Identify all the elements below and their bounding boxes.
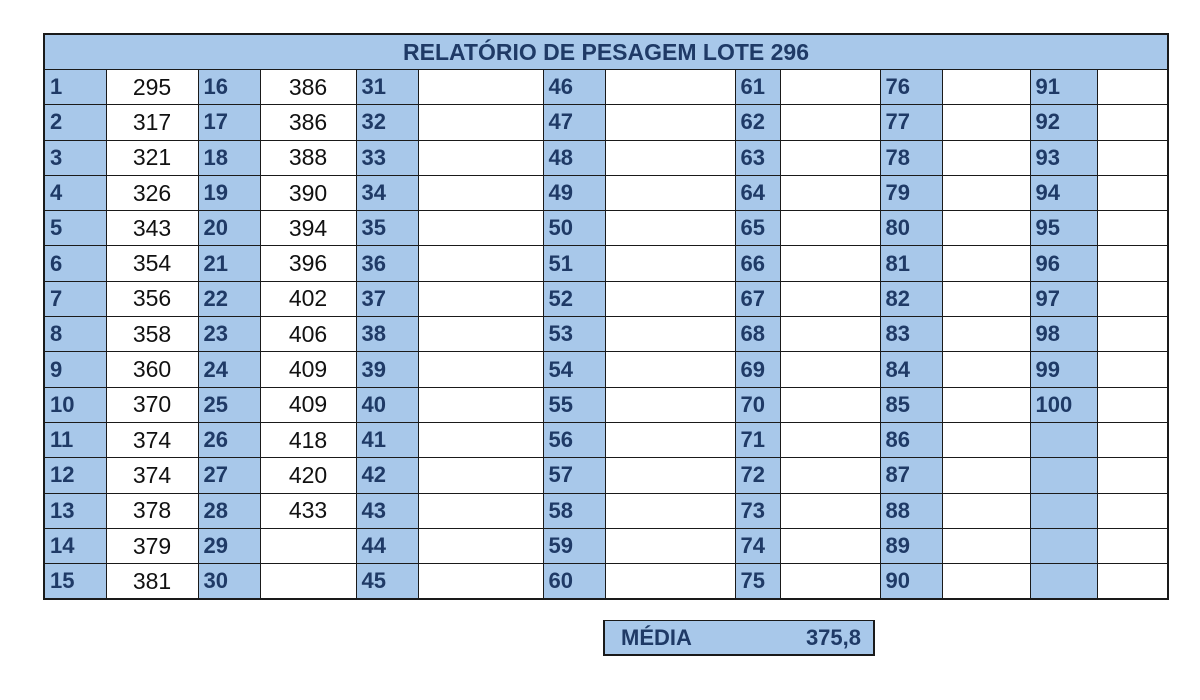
row-number-cell[interactable]: 61 — [735, 70, 780, 105]
weight-cell[interactable]: 370 — [106, 387, 198, 422]
row-number-cell[interactable]: 11 — [44, 422, 106, 457]
weight-cell[interactable]: 379 — [106, 528, 198, 563]
weight-cell[interactable] — [605, 422, 735, 457]
row-number-cell[interactable]: 37 — [356, 281, 418, 316]
table-row — [44, 387, 1168, 422]
row-number-cell[interactable]: 66 — [735, 246, 780, 281]
weight-cell[interactable]: 317 — [106, 105, 198, 140]
row-number-cell[interactable]: 63 — [735, 140, 780, 175]
table-row — [44, 352, 1168, 387]
weight-cell[interactable]: 381 — [106, 564, 198, 600]
weight-cell[interactable] — [780, 70, 880, 105]
weight-cell[interactable] — [780, 105, 880, 140]
row-number-cell[interactable]: 97 — [1030, 281, 1097, 316]
row-number-cell[interactable]: 78 — [880, 140, 942, 175]
row-number-cell[interactable]: 10 — [44, 387, 106, 422]
row-number-cell[interactable]: 25 — [198, 387, 260, 422]
weight-cell[interactable] — [942, 387, 1030, 422]
weight-cell[interactable] — [780, 281, 880, 316]
row-number-cell[interactable]: 52 — [543, 281, 605, 316]
weight-cell[interactable]: 343 — [106, 211, 198, 246]
row-number-cell[interactable]: 5 — [44, 211, 106, 246]
row-number-cell[interactable]: 42 — [356, 458, 418, 493]
weight-cell[interactable] — [605, 70, 735, 105]
weight-cell[interactable] — [942, 352, 1030, 387]
table-row — [44, 493, 1168, 528]
weight-cell[interactable] — [605, 493, 735, 528]
row-number-cell[interactable]: 53 — [543, 317, 605, 352]
weight-cell[interactable] — [1097, 422, 1168, 457]
row-number-cell[interactable]: 58 — [543, 493, 605, 528]
weight-cell[interactable]: 295 — [106, 70, 198, 105]
row-number-cell[interactable]: 89 — [880, 528, 942, 563]
weight-cell[interactable] — [418, 493, 543, 528]
weight-cell[interactable] — [418, 105, 543, 140]
weight-cell[interactable] — [418, 564, 543, 600]
table-row — [44, 422, 1168, 457]
row-number-cell[interactable]: 21 — [198, 246, 260, 281]
weight-cell[interactable] — [942, 246, 1030, 281]
row-number-cell[interactable]: 38 — [356, 317, 418, 352]
row-number-cell[interactable]: 23 — [198, 317, 260, 352]
table-row — [44, 246, 1168, 281]
row-number-cell[interactable] — [1030, 458, 1097, 493]
row-number-cell[interactable]: 48 — [543, 140, 605, 175]
weight-cell[interactable]: 402 — [260, 281, 356, 316]
weight-cell[interactable] — [780, 493, 880, 528]
weight-cell[interactable] — [942, 458, 1030, 493]
row-number-cell[interactable]: 74 — [735, 528, 780, 563]
weight-cell[interactable] — [418, 281, 543, 316]
row-number-cell[interactable]: 27 — [198, 458, 260, 493]
weight-cell[interactable] — [942, 528, 1030, 563]
row-number-cell[interactable]: 96 — [1030, 246, 1097, 281]
weight-cell[interactable] — [605, 458, 735, 493]
row-number-cell[interactable]: 68 — [735, 317, 780, 352]
row-number-cell[interactable]: 18 — [198, 140, 260, 175]
row-number-cell[interactable]: 13 — [44, 493, 106, 528]
weight-cell[interactable] — [418, 140, 543, 175]
weight-cell[interactable] — [1097, 387, 1168, 422]
weight-cell[interactable]: 374 — [106, 458, 198, 493]
weight-cell[interactable] — [942, 493, 1030, 528]
weight-cell[interactable] — [605, 317, 735, 352]
weight-cell[interactable] — [780, 352, 880, 387]
weight-cell[interactable] — [605, 175, 735, 210]
row-number-cell[interactable]: 85 — [880, 387, 942, 422]
row-number-cell[interactable]: 15 — [44, 564, 106, 600]
row-number-cell[interactable]: 94 — [1030, 175, 1097, 210]
weight-cell[interactable] — [418, 528, 543, 563]
weight-cell[interactable] — [260, 528, 356, 563]
weight-cell[interactable] — [418, 175, 543, 210]
row-number-cell[interactable]: 4 — [44, 175, 106, 210]
row-number-cell[interactable]: 30 — [198, 564, 260, 600]
weight-cell[interactable] — [942, 564, 1030, 600]
weight-cell[interactable] — [1097, 458, 1168, 493]
row-number-cell[interactable]: 59 — [543, 528, 605, 563]
weight-cell[interactable]: 420 — [260, 458, 356, 493]
weight-cell[interactable] — [418, 211, 543, 246]
row-number-cell[interactable]: 83 — [880, 317, 942, 352]
weight-cell[interactable] — [605, 246, 735, 281]
row-number-cell[interactable]: 81 — [880, 246, 942, 281]
row-number-cell[interactable]: 88 — [880, 493, 942, 528]
table-row — [44, 105, 1168, 140]
weight-cell[interactable] — [418, 352, 543, 387]
weight-cell[interactable]: 390 — [260, 175, 356, 210]
row-number-cell[interactable]: 79 — [880, 175, 942, 210]
row-number-cell[interactable] — [1030, 528, 1097, 563]
weight-cell[interactable] — [605, 387, 735, 422]
weight-cell[interactable]: 356 — [106, 281, 198, 316]
row-number-cell[interactable] — [1030, 422, 1097, 457]
table-row — [44, 140, 1168, 175]
weight-cell[interactable]: 358 — [106, 317, 198, 352]
row-number-cell[interactable]: 8 — [44, 317, 106, 352]
weight-cell[interactable]: 374 — [106, 422, 198, 457]
row-number-cell[interactable]: 90 — [880, 564, 942, 600]
weight-cell[interactable] — [942, 105, 1030, 140]
row-number-cell[interactable] — [1030, 493, 1097, 528]
weight-cell[interactable]: 326 — [106, 175, 198, 210]
row-number-cell[interactable]: 47 — [543, 105, 605, 140]
weight-cell[interactable] — [780, 175, 880, 210]
row-number-cell[interactable]: 46 — [543, 70, 605, 105]
row-number-cell[interactable]: 73 — [735, 493, 780, 528]
table-row — [44, 281, 1168, 316]
weight-cell[interactable] — [605, 352, 735, 387]
table-row — [44, 528, 1168, 563]
weight-cell[interactable] — [1097, 175, 1168, 210]
weight-cell[interactable] — [260, 564, 356, 600]
weight-cell[interactable] — [780, 317, 880, 352]
weight-cell[interactable] — [780, 140, 880, 175]
row-number-cell[interactable]: 98 — [1030, 317, 1097, 352]
weight-cell[interactable] — [780, 387, 880, 422]
weight-cell[interactable] — [780, 246, 880, 281]
weight-cell[interactable] — [1097, 317, 1168, 352]
title-row — [44, 34, 1168, 70]
weight-cell[interactable] — [1097, 140, 1168, 175]
row-number-cell[interactable]: 41 — [356, 422, 418, 457]
table-row — [44, 70, 1168, 105]
row-number-cell[interactable]: 60 — [543, 564, 605, 600]
row-number-cell[interactable]: 82 — [880, 281, 942, 316]
table-row — [44, 564, 1168, 600]
row-number-cell[interactable]: 54 — [543, 352, 605, 387]
weighing-report-table — [43, 33, 1169, 600]
weight-cell[interactable] — [1097, 246, 1168, 281]
row-number-cell[interactable]: 57 — [543, 458, 605, 493]
row-number-cell[interactable]: 19 — [198, 175, 260, 210]
row-number-cell[interactable]: 99 — [1030, 352, 1097, 387]
row-number-cell[interactable]: 77 — [880, 105, 942, 140]
weight-cell[interactable] — [942, 281, 1030, 316]
weight-cell[interactable] — [942, 140, 1030, 175]
weight-cell[interactable]: 406 — [260, 317, 356, 352]
weight-cell[interactable] — [605, 528, 735, 563]
weight-cell[interactable] — [418, 70, 543, 105]
row-number-cell[interactable]: 62 — [735, 105, 780, 140]
weight-cell[interactable] — [1097, 70, 1168, 105]
weight-cell[interactable] — [1097, 564, 1168, 600]
row-number-cell[interactable]: 39 — [356, 352, 418, 387]
weight-cell[interactable]: 321 — [106, 140, 198, 175]
row-number-cell[interactable]: 17 — [198, 105, 260, 140]
table-row — [44, 458, 1168, 493]
row-number-cell[interactable]: 44 — [356, 528, 418, 563]
row-number-cell[interactable]: 36 — [356, 246, 418, 281]
weight-cell[interactable] — [1097, 105, 1168, 140]
weight-cell[interactable]: 418 — [260, 422, 356, 457]
row-number-cell[interactable]: 1 — [44, 70, 106, 105]
weight-cell[interactable]: 396 — [260, 246, 356, 281]
row-number-cell[interactable]: 93 — [1030, 140, 1097, 175]
weight-cell[interactable] — [605, 564, 735, 600]
row-number-cell[interactable]: 92 — [1030, 105, 1097, 140]
weight-cell[interactable] — [1097, 352, 1168, 387]
row-number-cell[interactable]: 91 — [1030, 70, 1097, 105]
weight-cell[interactable] — [418, 317, 543, 352]
weight-cell[interactable]: 394 — [260, 211, 356, 246]
weight-cell[interactable]: 409 — [260, 387, 356, 422]
weight-cell[interactable] — [418, 458, 543, 493]
weight-cell[interactable] — [942, 70, 1030, 105]
row-number-cell[interactable]: 56 — [543, 422, 605, 457]
row-number-cell[interactable]: 43 — [356, 493, 418, 528]
row-number-cell[interactable]: 86 — [880, 422, 942, 457]
weight-cell[interactable]: 386 — [260, 105, 356, 140]
table-row — [44, 175, 1168, 210]
weight-cell[interactable]: 386 — [260, 70, 356, 105]
average-value[interactable]: 375,8 — [805, 624, 861, 650]
weight-cell[interactable] — [605, 105, 735, 140]
weight-cell[interactable] — [780, 211, 880, 246]
row-number-cell[interactable]: 33 — [356, 140, 418, 175]
weight-cell[interactable] — [780, 528, 880, 563]
row-number-cell[interactable]: 50 — [543, 211, 605, 246]
row-number-cell[interactable]: 55 — [543, 387, 605, 422]
row-number-cell[interactable]: 87 — [880, 458, 942, 493]
row-number-cell[interactable]: 84 — [880, 352, 942, 387]
row-number-cell[interactable]: 24 — [198, 352, 260, 387]
row-number-cell[interactable]: 35 — [356, 211, 418, 246]
row-number-cell[interactable]: 3 — [44, 140, 106, 175]
row-number-cell[interactable]: 28 — [198, 493, 260, 528]
table-row — [44, 317, 1168, 352]
row-number-cell[interactable]: 9 — [44, 352, 106, 387]
row-number-cell[interactable]: 22 — [198, 281, 260, 316]
weight-cell[interactable] — [1097, 281, 1168, 316]
row-number-cell[interactable]: 70 — [735, 387, 780, 422]
weight-cell[interactable]: 354 — [106, 246, 198, 281]
report-title[interactable]: RELATÓRIO DE PESAGEM LOTE 296 — [44, 34, 1168, 70]
weight-cell[interactable] — [780, 458, 880, 493]
row-number-cell[interactable]: 69 — [735, 352, 780, 387]
weight-cell[interactable] — [1097, 528, 1168, 563]
average-summary — [603, 620, 875, 656]
row-number-cell[interactable]: 14 — [44, 528, 106, 563]
row-number-cell[interactable]: 95 — [1030, 211, 1097, 246]
row-number-cell[interactable]: 16 — [198, 70, 260, 105]
row-number-cell[interactable]: 2 — [44, 105, 106, 140]
weight-cell[interactable]: 433 — [260, 493, 356, 528]
row-number-cell[interactable]: 7 — [44, 281, 106, 316]
weight-cell[interactable] — [418, 422, 543, 457]
row-number-cell[interactable]: 71 — [735, 422, 780, 457]
average-label: MÉDIA — [621, 624, 692, 650]
weight-cell[interactable] — [942, 211, 1030, 246]
row-number-cell[interactable]: 20 — [198, 211, 260, 246]
row-number-cell[interactable]: 72 — [735, 458, 780, 493]
weight-cell[interactable]: 388 — [260, 140, 356, 175]
weight-cell[interactable] — [418, 246, 543, 281]
row-number-cell[interactable]: 49 — [543, 175, 605, 210]
row-number-cell[interactable]: 80 — [880, 211, 942, 246]
weight-cell[interactable] — [1097, 493, 1168, 528]
row-number-cell[interactable]: 76 — [880, 70, 942, 105]
row-number-cell[interactable]: 6 — [44, 246, 106, 281]
weight-cell[interactable] — [605, 281, 735, 316]
weight-cell[interactable] — [942, 422, 1030, 457]
row-number-cell[interactable]: 64 — [735, 175, 780, 210]
weight-cell[interactable]: 409 — [260, 352, 356, 387]
row-number-cell[interactable]: 31 — [356, 70, 418, 105]
row-number-cell[interactable]: 45 — [356, 564, 418, 600]
weight-cell[interactable] — [780, 422, 880, 457]
row-number-cell[interactable]: 51 — [543, 246, 605, 281]
row-number-cell[interactable]: 40 — [356, 387, 418, 422]
weight-cell[interactable] — [942, 317, 1030, 352]
weight-cell[interactable] — [780, 564, 880, 600]
weight-cell[interactable] — [418, 387, 543, 422]
row-number-cell[interactable] — [1030, 564, 1097, 600]
weight-cell[interactable] — [942, 175, 1030, 210]
row-number-cell[interactable]: 32 — [356, 105, 418, 140]
row-number-cell[interactable]: 100 — [1030, 387, 1097, 422]
weight-cell[interactable]: 360 — [106, 352, 198, 387]
weight-cell[interactable]: 378 — [106, 493, 198, 528]
row-number-cell[interactable]: 34 — [356, 175, 418, 210]
row-number-cell[interactable]: 75 — [735, 564, 780, 600]
weight-cell[interactable] — [1097, 211, 1168, 246]
row-number-cell[interactable]: 12 — [44, 458, 106, 493]
table-row — [44, 211, 1168, 246]
row-number-cell[interactable]: 26 — [198, 422, 260, 457]
row-number-cell[interactable]: 65 — [735, 211, 780, 246]
weight-cell[interactable] — [605, 140, 735, 175]
weight-cell[interactable] — [605, 211, 735, 246]
row-number-cell[interactable]: 67 — [735, 281, 780, 316]
row-number-cell[interactable]: 29 — [198, 528, 260, 563]
